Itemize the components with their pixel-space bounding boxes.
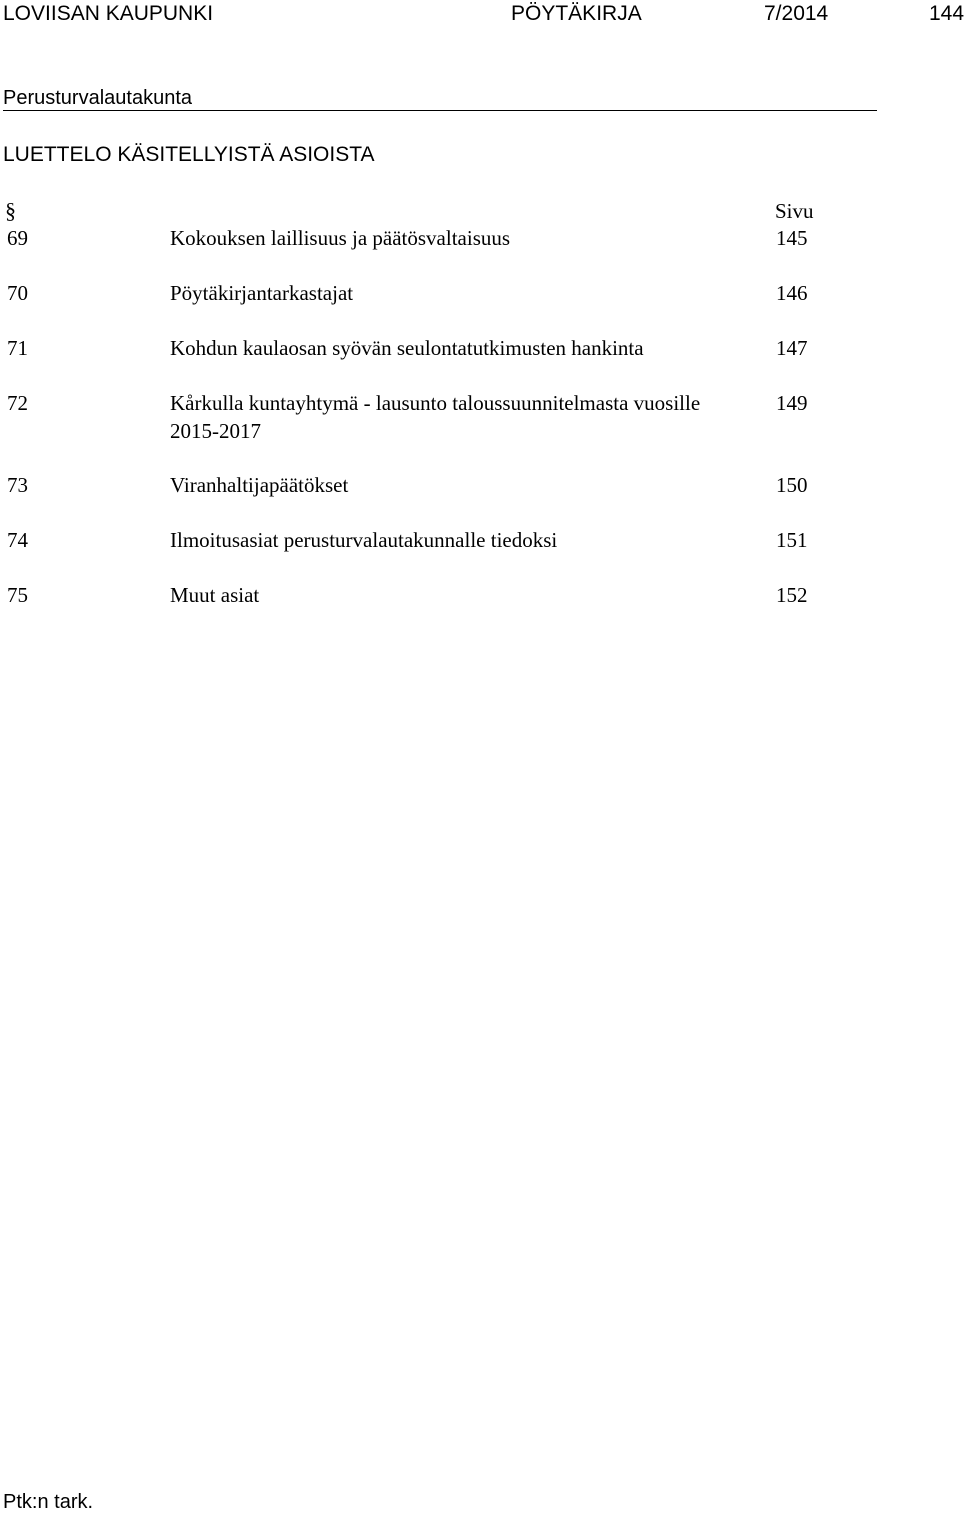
item-title: Pöytäkirjantarkastajat <box>170 281 354 305</box>
page-number: 144 <box>929 2 964 25</box>
item-number: 72 <box>7 391 28 415</box>
item-number: 74 <box>7 528 28 552</box>
item-number: 71 <box>7 336 28 360</box>
department-underline <box>3 110 877 111</box>
item-title: Kårkulla kuntayhtymä - lausunto taloussuunnitelmasta vuosille <box>170 391 701 415</box>
page-column-label: Sivu <box>775 199 814 223</box>
item-page: 152 <box>776 583 808 607</box>
list-title: LUETTELO KÄSITELLYISTÄ ASIOISTA <box>3 143 375 166</box>
item-number: 75 <box>7 583 28 607</box>
item-title: Kokouksen laillisuus ja päätösvaltaisuus <box>170 226 511 250</box>
municipality-name: LOVIISAN KAUPUNKI <box>3 2 214 25</box>
signature-label: Ptk:n tark. <box>3 1491 94 1513</box>
item-page: 149 <box>776 391 808 415</box>
item-page: 145 <box>776 226 808 250</box>
item-title: Viranhaltijapäätökset <box>170 473 349 497</box>
meeting-number: 7/2014 <box>764 2 829 25</box>
section-symbol: § <box>5 198 16 223</box>
department-name: Perusturvalautakunta <box>3 87 193 109</box>
item-page: 147 <box>776 336 808 360</box>
item-page: 150 <box>776 473 808 497</box>
document-type: PÖYTÄKIRJA <box>511 2 642 25</box>
item-title: Ilmoitusasiat perusturvalautakunnalle tiedoksi <box>170 528 558 552</box>
item-title-continuation: 2015-2017 <box>170 419 261 443</box>
item-page: 151 <box>776 528 808 552</box>
item-number: 69 <box>7 226 28 250</box>
item-number: 70 <box>7 281 28 305</box>
item-title: Kohdun kaulaosan syövän seulontatutkimusten hankinta <box>170 336 644 360</box>
item-page: 146 <box>776 281 808 305</box>
item-title: Muut asiat <box>170 583 260 607</box>
item-number: 73 <box>7 473 28 497</box>
